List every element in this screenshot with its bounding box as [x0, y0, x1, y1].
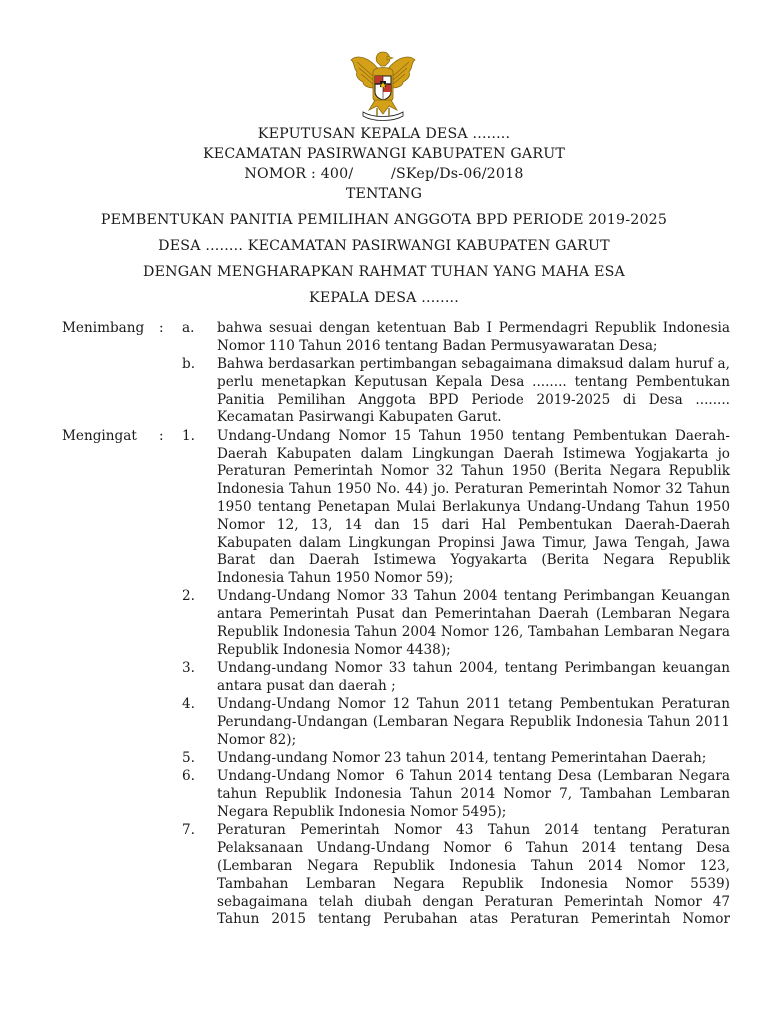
list-marker: b.	[182, 356, 196, 373]
list-item-text: Bahwa berdasarkan pertimbangan sebagaimana dimaksud dalam huruf a, perlu menetapkan Keputusan Kepala Desa ........ tentang Pembentukan Panitia Pemilihan Anggota BPD Periode 2019-2025 di Desa ........ Kecamatan Pasirwangi Kabupaten Garut.	[217, 356, 730, 426]
list-item-text: bahwa sesuai dengan ketentuan Bab I Permendagri Republik Indonesia Nomor 110 Tahun 2016 tentang Badan Permusyawaratan Desa;	[217, 320, 730, 354]
list-marker: 5.	[182, 750, 195, 767]
mengingat-item-2	[62, 588, 730, 659]
decree-number: NOMOR : 400/ /SKep/Ds-06/2018	[244, 166, 524, 182]
list-marker: 4.	[182, 696, 195, 713]
decree-about-heading: TENTANG	[345, 186, 423, 202]
mengingat-item-3	[62, 660, 730, 696]
list-item-text: Undang-Undang Nomor 12 Tahun 2011 tetang Pembentukan Peraturan Perundang-Undangan (Lembaran Negara Republik Indonesia Tahun 2011 Nomor 82);	[217, 696, 730, 748]
menimbang-item-b	[62, 356, 730, 427]
document-header	[0, 124, 768, 308]
document-body	[62, 320, 735, 930]
decree-issuer: KEPALA DESA ........	[309, 290, 459, 306]
menimbang-item-a	[62, 320, 730, 356]
garuda-pancasila-emblem-icon	[347, 46, 419, 124]
mengingat-colon: :	[159, 427, 164, 444]
list-item-text: Undang-undang Nomor 23 tahun 2014, tentang Pemerintahan Daerah;	[217, 750, 707, 767]
mengingat-item-5	[62, 750, 730, 768]
menimbang-colon: :	[159, 320, 164, 336]
decree-title: KEPUTUSAN KEPALA DESA ........	[257, 126, 511, 142]
list-item-text: Undang-Undang Nomor 33 Tahun 2004 tentang Perimbangan Keuangan antara Pemerintah Pusat dan Pemerintahan Daerah (Lembaran Negara Republik Indonesia Tahun 2004 Nomor 126, Tambahan Lembaran Negara Republik Indonesia Nomor 4438);	[217, 588, 730, 658]
mengingat-item-1	[62, 428, 730, 588]
list-marker: 2.	[182, 588, 195, 605]
mengingat-item-4	[62, 696, 730, 749]
list-marker: 7.	[182, 822, 195, 839]
list-marker: 3.	[182, 660, 195, 677]
list-item-text: Undang-undang Nomor 33 tahun 2004, tentang Perimbangan keuangan antara pusat dan daerah ;	[217, 660, 730, 694]
decree-subject: PEMBENTUKAN PANITIA PEMILIHAN ANGGOTA BPD PERIODE 2019-2025	[100, 212, 668, 228]
decree-village: DESA ........ KECAMATAN PASIRWANGI KABUPATEN GARUT	[158, 238, 610, 254]
list-marker: 1.	[182, 427, 195, 444]
mengingat-item-7	[62, 822, 730, 929]
decree-invocation: DENGAN MENGHARAPKAN RAHMAT TUHAN YANG MAHA ESA	[143, 264, 625, 280]
menimbang-label: Menimbang	[62, 320, 145, 336]
decree-district: KECAMATAN PASIRWANGI KABUPATEN GARUT	[202, 146, 566, 162]
mengingat-label: Mengingat	[62, 427, 137, 444]
list-item-text: Undang-Undang Nomor 15 Tahun 1950 tentang Pembentukan Daerah-Daerah Kabupaten dalam Lingkungan Daerah Istimewa Yogjakarta jo Peraturan Pemerintah Nomor 32 Tahun 1950 (Berita Negara Republik Indonesia Tahun 1950 No. 44) jo. Peraturan Pemerintah Nomor 32 Tahun 1950 tentang Penetapan Mulai Berlakunya Undang-Undang Tahun 1950 Nomor 12, 13, 14 dan 15 dari Hal Pembentukan Daerah-Daerah Kabupaten dalam Lingkungan Propinsi Jawa Timur, Jawa Tengah, Jawa Barat dan Daerah Istimewa Yogyakarta (Berita Negara Republik Indonesia Tahun 1950 Nomor 59);	[217, 427, 730, 587]
list-marker: 6.	[182, 768, 195, 785]
list-item-text: Undang-Undang Nomor 6 Tahun 2014 tentang Desa (Lembaran Negara tahun Republik Indonesia Tahun 2014 Nomor 7, Tambahan Lembaran Negara Republik Indonesia Nomor 5495);	[217, 768, 735, 821]
list-item-text: Peraturan Pemerintah Nomor 43 Tahun 2014 tentang Peraturan Pelaksanaan Undang-Undang Nomor 6 Tahun 2014 tentang Desa (Lembaran Negara Republik Indonesia Tahun 2014 Nomor 123, Tambahan Lembaran Negara Republik Indonesia Nomor 5539) sebagaimana telah diubah dengan Peraturan Pemerintah Nomor 47 Tahun 2015 tentang Perubahan atas Peraturan Pemerintah Nomor	[217, 822, 730, 928]
list-marker: a.	[182, 320, 195, 336]
mengingat-item-6	[62, 768, 735, 821]
